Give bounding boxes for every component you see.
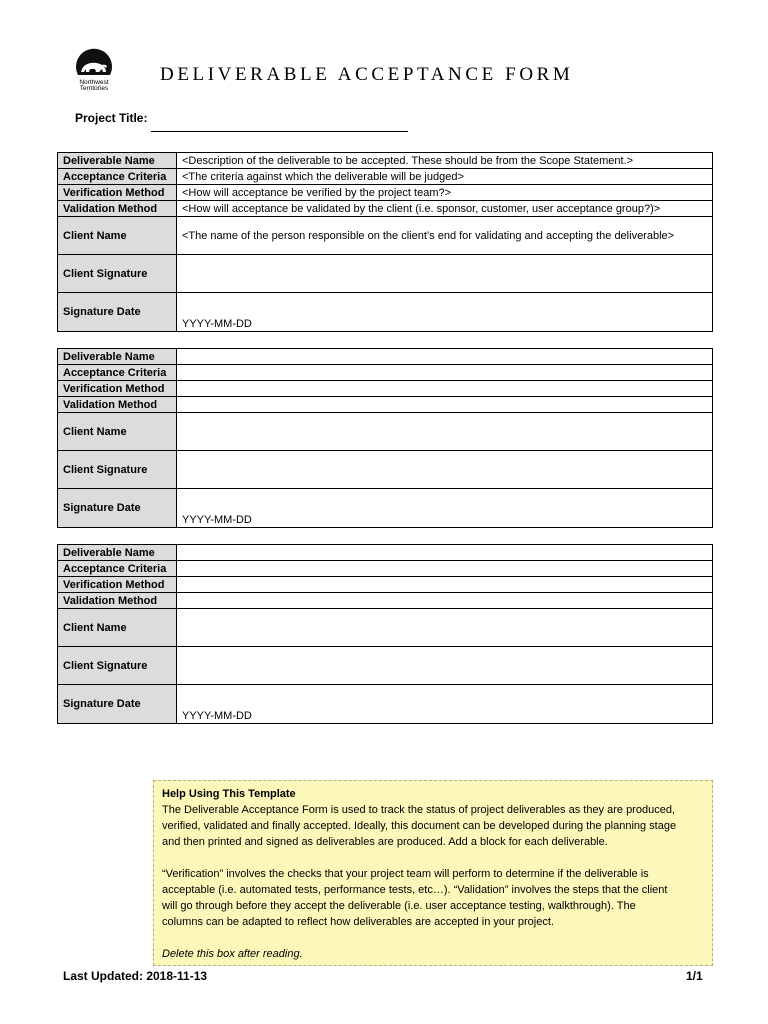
verification-method-field[interactable] (177, 381, 713, 397)
table-row (58, 153, 713, 169)
client-name-label: Client Name (58, 413, 177, 451)
help-note: Delete this box after reading. (162, 948, 303, 960)
client-name-field[interactable]: <The name of the person responsible on the client’s end for validating and accepting the deliverable> (177, 217, 713, 255)
nwt-logo (64, 44, 124, 100)
client-signature-label: Client Signature (58, 647, 177, 685)
verification-method-label: Verification Method (58, 577, 177, 593)
deliverable-block-2 (57, 348, 713, 528)
client-signature-label: Client Signature (58, 255, 177, 293)
client-name-field[interactable] (177, 609, 713, 647)
deliverable-name-field[interactable] (177, 349, 713, 365)
acceptance-criteria-field[interactable]: <The criteria against which the deliverable will be judged> (177, 169, 713, 185)
client-signature-field[interactable] (177, 255, 713, 293)
table-row (58, 647, 713, 685)
signature-date-field[interactable]: YYYY-MM-DD (177, 685, 713, 724)
verification-method-label: Verification Method (58, 381, 177, 397)
deliverable-name-label: Deliverable Name (58, 153, 177, 169)
acceptance-criteria-label: Acceptance Criteria (58, 365, 177, 381)
table-row (58, 545, 713, 561)
verification-method-field[interactable]: <How will acceptance be verified by the project team?> (177, 185, 713, 201)
help-paragraph-2-line: columns can be adapted to reflect how deliverables are accepted in your project. (162, 916, 554, 928)
project-title-field[interactable] (151, 131, 408, 132)
signature-date-field[interactable]: YYYY-MM-DD (177, 293, 713, 332)
table-row (58, 577, 713, 593)
polar-bear-logo-icon (64, 44, 124, 84)
client-name-field[interactable] (177, 413, 713, 451)
table-row (58, 255, 713, 293)
acceptance-criteria-label: Acceptance Criteria (58, 561, 177, 577)
page-title: DELIVERABLE ACCEPTANCE FORM (160, 64, 574, 85)
validation-method-field[interactable] (177, 593, 713, 609)
client-signature-field[interactable] (177, 451, 713, 489)
help-paragraph-1-line: The Deliverable Acceptance Form is used to track the status of project deliverables as they are produced, (162, 804, 675, 816)
verification-method-field[interactable] (177, 577, 713, 593)
page-number: 1/1 (686, 969, 703, 983)
client-name-label: Client Name (58, 217, 177, 255)
deliverable-name-field[interactable]: <Description of the deliverable to be accepted. These should be from the Scope Statement.> (177, 153, 713, 169)
deliverable-block-1 (57, 152, 713, 332)
table-row (58, 489, 713, 528)
acceptance-criteria-field[interactable] (177, 365, 713, 381)
signature-date-field[interactable]: YYYY-MM-DD (177, 489, 713, 528)
table-row (58, 593, 713, 609)
table-row (58, 685, 713, 724)
table-row (58, 381, 713, 397)
help-box (153, 780, 713, 966)
help-paragraph-2-line: “Verification” involves the checks that your project team will perform to determine if the deliverable is (162, 868, 649, 880)
client-name-label: Client Name (58, 609, 177, 647)
help-paragraph-1-line: verified, validated and finally accepted. Ideally, this document can be developed during the planning stage (162, 820, 677, 832)
table-row (58, 451, 713, 489)
table-row (58, 561, 713, 577)
validation-method-field[interactable] (177, 397, 713, 413)
validation-method-field[interactable]: <How will acceptance be validated by the client (i.e. sponsor, customer, user acceptance group?)> (177, 201, 713, 217)
logo-line-1: Northwest (79, 79, 109, 86)
validation-method-label: Validation Method (58, 201, 177, 217)
signature-date-label: Signature Date (58, 293, 177, 332)
deliverable-name-field[interactable] (177, 545, 713, 561)
client-signature-label: Client Signature (58, 451, 177, 489)
deliverable-name-label: Deliverable Name (58, 349, 177, 365)
table-row (58, 201, 713, 217)
logo-wordmark (64, 80, 124, 92)
acceptance-criteria-label: Acceptance Criteria (58, 169, 177, 185)
help-paragraph-2-line: will go through before they accept the deliverable (i.e. user acceptance testing, walkthrough). The (162, 900, 636, 912)
table-row (58, 413, 713, 451)
last-updated: Last Updated: 2018-11-13 (63, 969, 208, 983)
deliverable-name-label: Deliverable Name (58, 545, 177, 561)
help-paragraph-1-line: and then printed and signed as deliverables are produced. Add a block for each deliverable. (162, 836, 608, 848)
table-row (58, 169, 713, 185)
table-row (58, 397, 713, 413)
signature-date-label: Signature Date (58, 685, 177, 724)
table-row (58, 349, 713, 365)
help-paragraph-2-line: acceptable (i.e. automated tests, performance tests, etc…). “Validation” involves the steps that the client (162, 884, 668, 896)
project-title-label: Project Title: (75, 111, 148, 125)
table-row (58, 293, 713, 332)
verification-method-label: Verification Method (58, 185, 177, 201)
acceptance-criteria-field[interactable] (177, 561, 713, 577)
validation-method-label: Validation Method (58, 593, 177, 609)
table-row (58, 365, 713, 381)
help-title: Help Using This Template (162, 788, 296, 800)
deliverable-block-3 (57, 544, 713, 724)
table-row (58, 185, 713, 201)
validation-method-label: Validation Method (58, 397, 177, 413)
signature-date-label: Signature Date (58, 489, 177, 528)
table-row (58, 609, 713, 647)
client-signature-field[interactable] (177, 647, 713, 685)
table-row (58, 217, 713, 255)
logo-line-2: Territories (79, 85, 109, 92)
